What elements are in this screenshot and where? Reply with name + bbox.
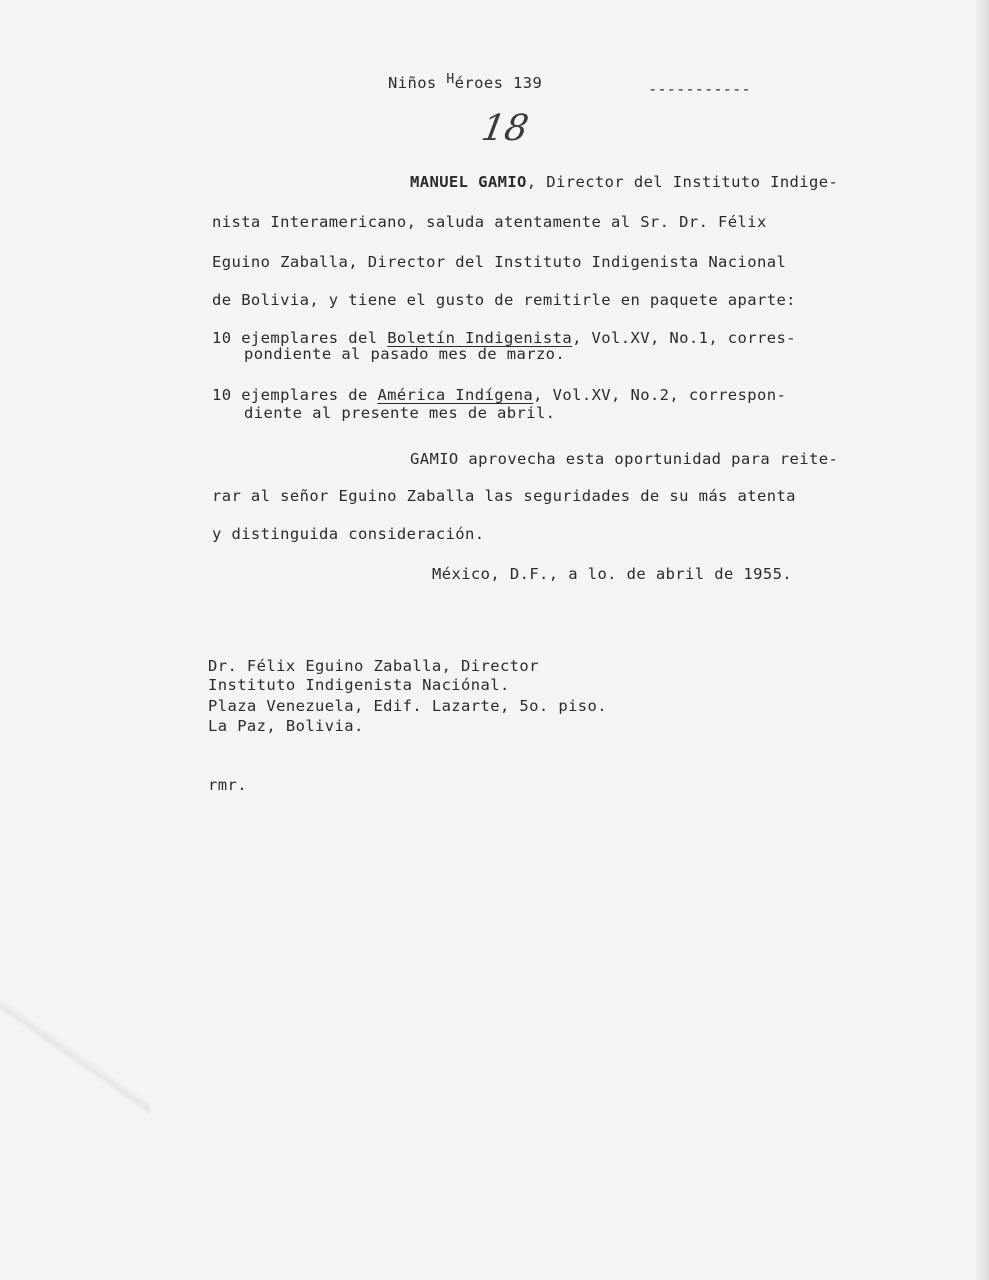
list-item: 10 ejemplares de América Indígena, Vol.XV, No.2, correspon- <box>212 386 787 404</box>
body-line: nista Interamericano, saluda atentamente al Sr. Dr. Félix <box>212 213 767 231</box>
body-line: y distinguida consideración. <box>212 525 485 543</box>
header-dashes: ----------- <box>648 80 751 98</box>
paper-edge <box>975 0 989 1280</box>
list-item: 10 ejemplares del Boletín Indigenista, Vol.XV, No.1, corres- <box>212 329 796 347</box>
address-line: La Paz, Bolivia. <box>208 717 364 735</box>
body-line: de Bolivia, y tiene el gusto de remitirle en paquete aparte: <box>212 291 796 309</box>
body-line: GAMIO aprovecha esta oportunidad para reite- <box>410 450 839 468</box>
handwritten-number: 18 <box>478 108 532 149</box>
address-line: Instituto Indigenista Naciónal. <box>208 676 510 694</box>
paper-fold <box>0 955 150 1155</box>
address-line: Dr. Félix Eguino Zaballa, Director <box>208 657 539 675</box>
typist-initials: rmr. <box>208 776 247 794</box>
body-line: MANUEL GAMIO, Director del Instituto Indige- <box>410 173 839 191</box>
list-item-continuation: pondiente al pasado mes de marzo. <box>244 345 566 363</box>
address-line: Plaza Venezuela, Edif. Lazarte, 5o. piso. <box>208 697 608 715</box>
date-line: México, D.F., a lo. de abril de 1955. <box>432 565 793 583</box>
body-line: rar al señor Eguino Zaballa las seguridades de su más atenta <box>212 487 796 505</box>
body-line: Eguino Zaballa, Director del Instituto Indigenista Nacional <box>212 253 787 271</box>
sender-address-header: Niños $^H$éroes 139 <box>388 72 543 92</box>
list-item-continuation: diente al presente mes de abril. <box>244 404 556 422</box>
